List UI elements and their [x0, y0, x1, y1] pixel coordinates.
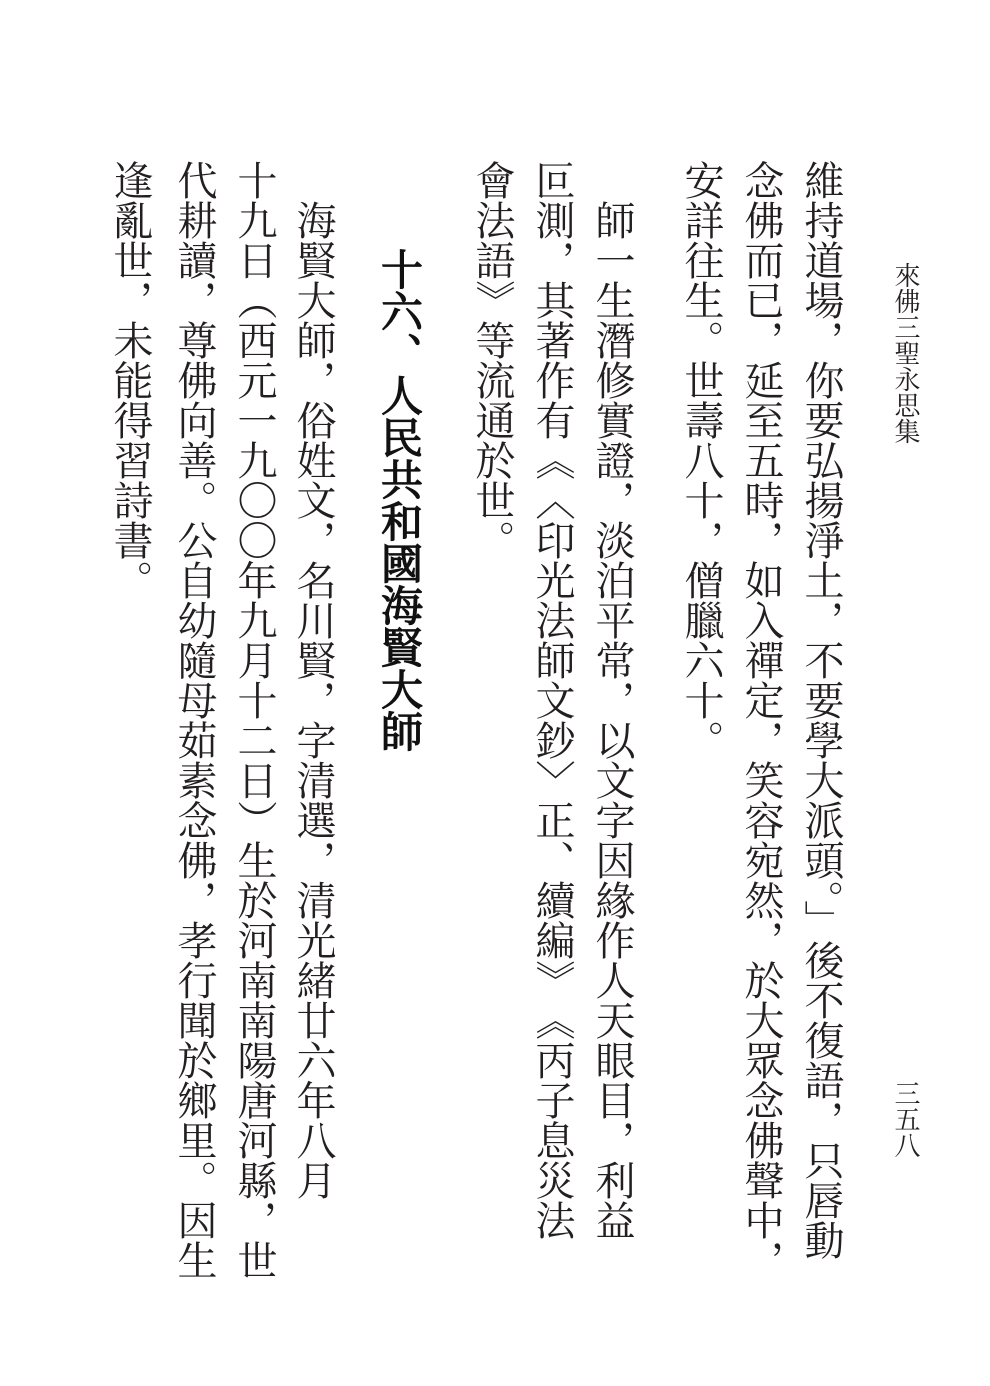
text-column-9: 代耕讀，尊佛向善。公自幼隨母茹素念佛，孝行聞於鄉里。因生: [171, 160, 217, 1280]
text-column-10: 逢亂世，未能得習詩書。: [107, 160, 153, 600]
text-column-6: 會法語︾等流通於世。: [469, 160, 515, 560]
text-column-8: 十九日︵西元一九〇〇年九月十二日︶生於河南南陽唐河縣，世: [231, 160, 277, 1280]
section-heading: 十六、人民共和國海賢大師: [375, 248, 424, 752]
page-number: 三五八: [890, 1080, 920, 1158]
text-column-3: 安詳往生。世壽八十，僧臘六十。: [678, 160, 724, 760]
text-column-2: 念佛而已，延至五時，如入禪定，笑容宛然，於大眾念佛聲中，: [738, 160, 784, 1280]
text-column-5: 叵測，其著作有︽︿印光法師文鈔﹀正、續編︾︽丙子息災法: [529, 160, 575, 1240]
running-title: 來佛三聖永思集: [890, 262, 920, 444]
text-column-4: 師一生潛修實證，淡泊平常，以文字因緣作人天眼目，利益: [589, 160, 635, 1240]
text-column-7: 海賢大師，俗姓文，名川賢，字清選，清光緒廿六年八月: [290, 160, 336, 1200]
text-column-1: 維持道場，你要弘揚淨土，不要學大派頭。﹂後不復語，只唇動: [798, 160, 844, 1260]
